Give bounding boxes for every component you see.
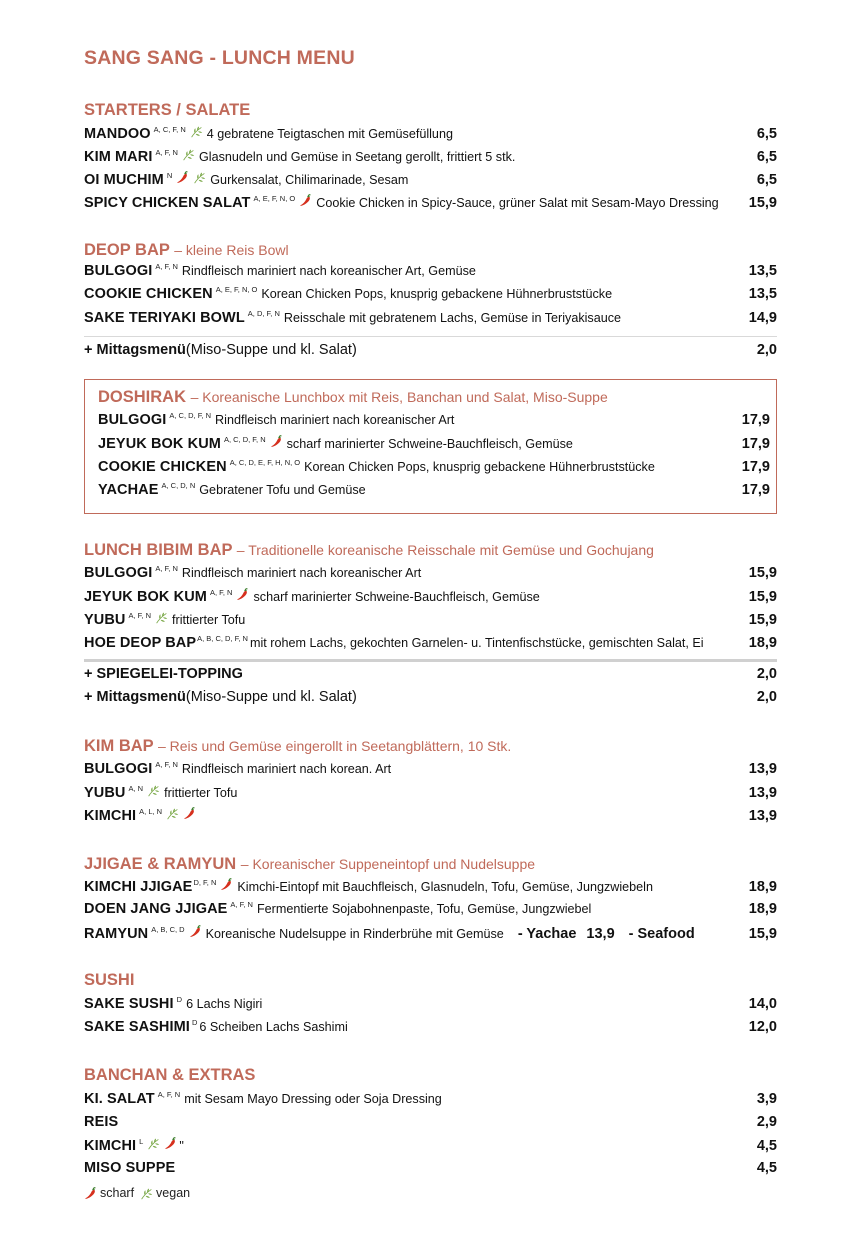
vegan-leaf-icon [182,148,195,161]
allergens: N [166,171,173,180]
allergens: A, L, N [139,807,163,816]
item-description: 6 Lachs Nigiri [186,997,263,1011]
item-description: Cookie Chicken in Spicy-Sauce, grüner Salat mit Sesam-Mayo Dressing [316,196,719,210]
chili-pepper-icon [84,1187,97,1200]
menu-item [84,263,777,283]
item-price: 12,0 [748,1019,777,1035]
item-description: Rindfleisch mariniert nach koreanischer Art [181,566,422,580]
allergens: A, B, C, D [151,925,185,934]
item-description: 6 Scheiben Lachs Sashimi [199,1020,348,1034]
allergens: A, C, D, F, N [169,411,212,420]
divider [84,336,777,337]
item-name: MISO SUPPE [84,1160,176,1176]
menu-item [98,459,770,479]
extra-item [84,342,777,362]
item-price: 3,9 [756,1091,777,1107]
menu-item [84,807,777,827]
item-description: scharf marinierter Schweine-Bauchfleisch, Gemüse [253,590,540,604]
menu-item [84,148,777,168]
vegan-leaf-icon [166,807,179,820]
item-description: Korean Chicken Pops, knusprig gebackene Hühnerbruststücke [304,460,655,474]
menu-item [98,412,770,432]
allergens: A, F, N [230,900,253,909]
allergens: A, F, N [155,760,178,769]
allergens: A, N [128,784,144,793]
extra-label-detail: (Miso-Suppe und kl. Salat) [185,689,357,705]
vegan-leaf-icon [155,611,168,624]
item-name: BULGOGI [84,263,153,279]
extra-label-detail: (Miso-Suppe und kl. Salat) [185,342,357,358]
item-name: YUBU [84,612,126,628]
section-subtitle: – Reis und Gemüse eingerollt in Seetangblättern, 10 Stk. [157,738,512,754]
menu-item [98,435,770,455]
section-heading-jjigae [84,855,535,874]
section-subtitle: – Koreanische Lunchbox mit Reis, Banchan und Salat, Miso-Suppe [190,389,608,405]
item-price: 2,9 [756,1114,777,1130]
item-price: 6,5 [756,172,777,188]
item-name: COOKIE CHICKEN [98,459,227,475]
allergens: A, B, C, D, F, N [197,634,248,643]
item-description: Koreanische Nudelsuppe in Rinderbrühe mit Gemüse [205,927,504,941]
item-description: Fermentierte Sojabohnenpaste, Tofu, Gemüse, Jungzwiebel [256,902,592,916]
menu-item [84,878,777,898]
item-description: Rindfleisch mariniert nach koreanischer Art [215,413,455,427]
extra-label: + Mittagsmenü [84,689,186,705]
vegan-leaf-icon [190,125,203,138]
item-price: 13,5 [748,286,777,302]
section-subtitle: – kleine Reis Bowl [174,242,289,258]
icon-legend [84,1186,196,1200]
item-price: 14,9 [748,310,777,326]
allergens: D, F, N [193,878,217,887]
doshirak-box [84,379,777,514]
item-name: RAMYUN [84,926,149,942]
allergens: A, E, F, N, O [215,285,258,294]
menu-item [84,996,777,1016]
legend-spicy-label: scharf [100,1186,135,1200]
menu-item [84,310,777,330]
item-price: 13,5 [748,263,777,279]
item-name: BULGOGI [98,412,167,428]
section-subtitle: – Koreanischer Suppeneintopf und Nudelsuppe [240,856,536,872]
vegan-leaf-icon [147,1137,160,1150]
item-description: mit rohem Lachs, gekochten Garnelen- u. Tintenfischstücke, gemischten Salat, Ei [249,636,704,650]
item-price: 14,0 [748,996,777,1012]
vegan-leaf-icon [193,171,206,184]
menu-item [84,1091,777,1111]
item-name: KIM MARI [84,149,153,165]
item-description: Reisschale mit gebratenem Lachs, Gemüse in Teriyakisauce [283,311,622,325]
item-price: 18,9 [748,879,777,895]
item-name: HOE DEOP BAP [84,635,197,651]
menu-item [84,565,777,585]
item-price: 6,5 [756,149,777,165]
item-price: 4,5 [756,1138,777,1154]
menu-item [84,901,777,921]
menu-item [84,1019,777,1039]
item-price: 2,0 [756,342,777,358]
section-heading-banchan: BANCHAN & EXTRAS [84,1066,256,1084]
item-price: 2,0 [756,689,777,705]
allergens: A, F, N [128,611,152,620]
item-name: DOEN JANG JJIGAE [84,901,228,917]
vegan-leaf-icon [140,1187,153,1200]
item-name: KIMCHI [84,808,137,824]
allergens: A, C, D, N [161,481,196,490]
item-name: SAKE SASHIMI [84,1019,190,1035]
chili-pepper-icon [220,878,233,891]
option-label-seafood: - Seafood [628,926,695,942]
menu-item [84,171,777,191]
chili-pepper-icon [270,435,283,448]
item-name: JEYUK BOK KUM [98,436,221,452]
chili-pepper-icon [236,588,249,601]
section-heading-doshirak [98,388,608,407]
allergens: L [139,1137,144,1146]
item-price: 17,9 [741,412,770,428]
menu-item [84,588,777,608]
section-title: KIM BAP [84,737,154,755]
menu-item [84,194,777,214]
item-price: 17,9 [741,459,770,475]
item-name: OI MUCHIM [84,172,164,188]
item-name: BULGOGI [84,761,153,777]
allergens: A, E, F, N, O [253,194,296,203]
item-description: scharf marinierter Schweine-Bauchfleisch, Gemüse [286,437,573,451]
menu-item [84,1137,777,1157]
item-mark: " [179,1139,184,1153]
item-description: 4 gebratene Teigtaschen mit Gemüsefüllung [206,127,453,141]
item-description: frittierter Tofu [172,613,246,627]
chili-pepper-icon [176,171,189,184]
vegan-leaf-icon [147,784,160,797]
item-name: JEYUK BOK KUM [84,589,207,605]
chili-pepper-icon [164,1137,177,1150]
extra-label: + Mittagsmenü [84,342,186,358]
allergens: A, F, N [157,1090,181,1099]
section-heading-bibim-bap [84,541,654,560]
item-name: YACHAE [98,482,159,498]
section-subtitle: – Traditionelle koreanische Reisschale mit Gemüse und Gochujang [236,542,654,558]
extra-item [84,689,777,709]
extra-label: + SPIEGELEI-TOPPING [84,666,243,682]
item-name: SPICY CHICKEN SALAT [84,195,251,211]
menu-item [84,784,777,804]
chili-pepper-icon [299,194,312,207]
item-description: Gebratener Tofu und Gemüse [199,483,366,497]
menu-item [84,1160,777,1180]
chili-pepper-icon [189,925,202,938]
item-price: 18,9 [748,635,777,651]
allergens: D [176,995,183,1004]
item-name: KIMCHI JJIGAE [84,879,193,895]
menu-item [98,482,770,502]
section-title: LUNCH BIBIM BAP [84,541,233,559]
allergens: A, C, D, E, F, H, N, O [229,458,301,467]
allergens: A, F, N [155,148,178,157]
menu-item [84,635,777,655]
item-price: 4,5 [756,1160,777,1176]
item-price: 15,9 [748,612,777,628]
section-heading-kim-bap [84,737,511,756]
menu-item [84,1114,777,1134]
menu-item [84,761,777,781]
allergens: A, D, F, N [247,309,280,318]
section-heading-starters: STARTERS / SALATE [84,101,251,119]
section-heading-deop-bap [84,241,289,260]
option-price-yachae: 13,9 [586,926,615,942]
item-name: KI. SALAT [84,1091,155,1107]
divider [84,659,777,662]
item-name: REIS [84,1114,119,1130]
item-name: SAKE SUSHI [84,996,174,1012]
allergens: A, C, D, F, N [223,435,266,444]
item-price: 15,9 [748,589,777,605]
item-name: SAKE TERIYAKI BOWL [84,310,245,326]
item-name: BULGOGI [84,565,153,581]
allergens: A, F, N [155,262,178,271]
item-name: KIMCHI [84,1138,137,1154]
allergens: A, C, F, N [153,125,186,134]
menu-item [84,286,777,306]
section-heading-sushi: SUSHI [84,971,135,989]
allergens: A, F, N [209,588,233,597]
extra-item [84,666,777,686]
page-title: SANG SANG - LUNCH MENU [84,47,355,69]
option-label-yachae: - Yachae [517,926,577,942]
item-price: 15,9 [748,565,777,581]
item-price: 2,0 [756,666,777,682]
legend-vegan-label: vegan [156,1186,191,1200]
section-title: DOSHIRAK [98,388,187,406]
item-description: Gurkensalat, Chilimarinade, Sesam [210,173,409,187]
item-price: 17,9 [741,482,770,498]
item-name: YUBU [84,785,126,801]
item-name: MANDOO [84,126,151,142]
item-price: 18,9 [748,901,777,917]
item-price: 13,9 [748,785,777,801]
item-price: 15,9 [748,195,777,211]
item-price: 15,9 [748,926,777,942]
item-description: Glasnudeln und Gemüse in Seetang gerollt, frittiert 5 stk. [198,150,516,164]
item-description: Rindfleisch mariniert nach koreanischer Art, Gemüse [181,264,476,278]
allergens: A, F, N [155,564,178,573]
section-title: JJIGAE & RAMYUN [84,855,237,873]
item-name: COOKIE CHICKEN [84,286,213,302]
item-price: 13,9 [748,808,777,824]
item-price: 6,5 [756,126,777,142]
item-price: 17,9 [741,436,770,452]
allergens: D [191,1018,198,1027]
chili-pepper-icon [183,807,196,820]
item-description: Kimchi-Eintopf mit Bauchfleisch, Glasnudeln, Tofu, Gemüse, Jungzwiebeln [237,880,653,894]
item-description: frittierter Tofu [164,786,238,800]
item-description: Korean Chicken Pops, knusprig gebackene Hühnerbruststücke [261,287,613,301]
menu-item [84,611,777,631]
item-price: 13,9 [748,761,777,777]
menu-item [84,925,777,945]
item-description: mit Sesam Mayo Dressing oder Soja Dressing [184,1092,442,1106]
menu-item [84,125,777,145]
section-title: DEOP BAP [84,241,170,259]
item-description: Rindfleisch mariniert nach korean. Art [181,762,392,776]
